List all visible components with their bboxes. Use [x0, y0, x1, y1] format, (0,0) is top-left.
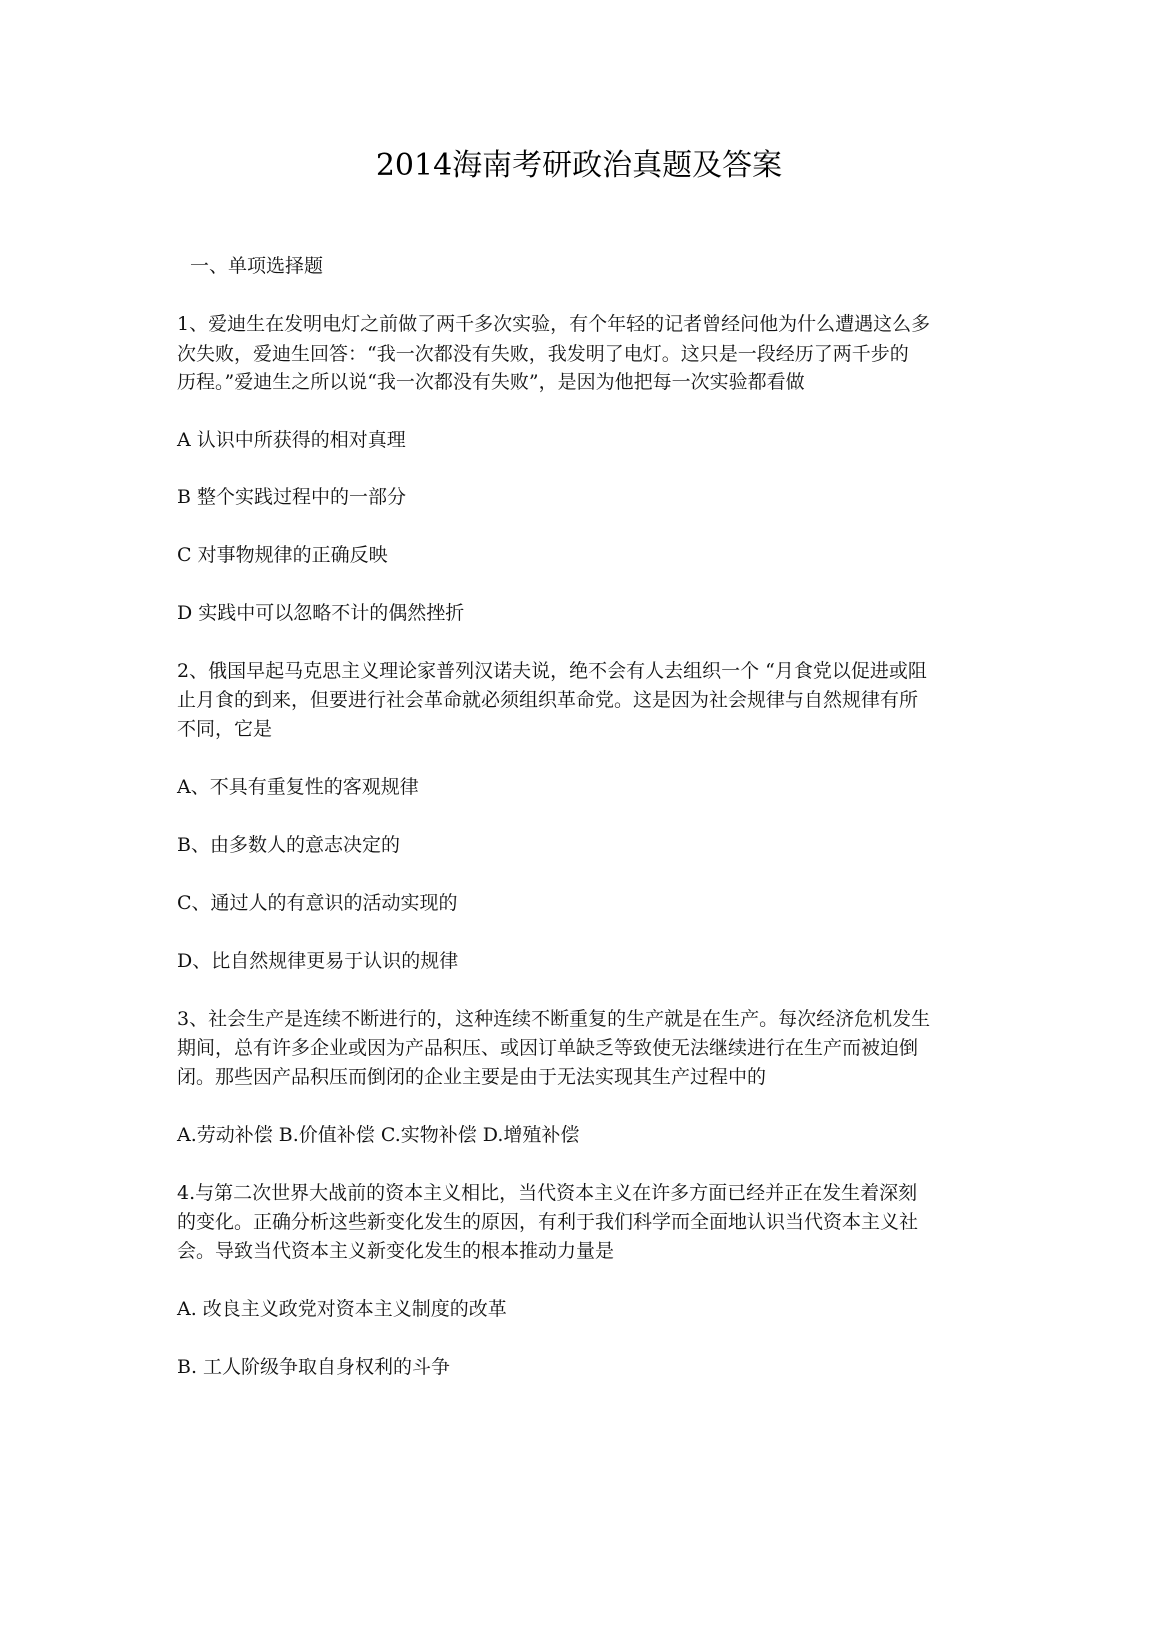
question-3-line-2: 期间，总有许多企业或因为产品积压、或因订单缺乏等致使无法继续进行在生产而被迫倒: [177, 1037, 919, 1059]
question-1-line-2: 次失败，爱迪生回答：“我一次都没有失败，我发明了电灯。这只是一段经历了两千步的: [177, 343, 909, 365]
question-2-option-a: A、不具有重复性的客观规律: [177, 776, 419, 798]
question-4-line-3: 会。导致当代资本主义新变化发生的根本推动力量是: [177, 1240, 615, 1262]
question-1-line-1: 1、爱迪生在发明电灯之前做了两千多次实验，有个年轻的记者曾经问他为什么遭遇这么多: [177, 313, 931, 335]
section-heading: 一、单项选择题: [190, 255, 324, 277]
question-2-option-b: B、由多数人的意志决定的: [177, 834, 400, 856]
question-4-line-2: 的变化。正确分析这些新变化发生的原因，有利于我们科学而全面地认识当代资本主义社: [177, 1211, 919, 1233]
question-4-line-1: 4.与第二次世界大战前的资本主义相比，当代资本主义在许多方面已经并正在发生着深刻: [177, 1182, 918, 1204]
question-2-line-1: 2、俄国早起马克思主义理论家普列汉诺夫说，绝不会有人去组织一个 “月食党以促进或阻: [177, 660, 927, 682]
question-3-line-1: 3、社会生产是连续不断进行的，这种连续不断重复的生产就是在生产。每次经济危机发生: [177, 1008, 931, 1030]
question-1-option-c: C 对事物规律的正确反映: [177, 544, 388, 566]
question-2-line-2: 止月食的到来，但要进行社会革命就必须组织革命党。这是因为社会规律与自然规律有所: [177, 689, 919, 711]
question-2-option-d: D、比自然规律更易于认识的规律: [177, 950, 459, 972]
question-1-option-a: A 认识中所获得的相对真理: [177, 429, 406, 451]
question-4-option-a: A. 改良主义政党对资本主义制度的改革: [177, 1298, 507, 1320]
question-2-line-3: 不同，它是: [177, 718, 273, 740]
question-1-line-3: 历程。”爱迪生之所以说“我一次都没有失败”，是因为他把每一次实验都看做: [177, 371, 805, 393]
question-3-options: A.劳动补偿 B.价值补偿 C.实物补偿 D.增殖补偿: [177, 1124, 580, 1146]
question-1-option-d: D 实践中可以忽略不计的偶然挫折: [177, 602, 465, 624]
question-3-line-3: 闭。那些因产品积压而倒闭的企业主要是由于无法实现其生产过程中的: [177, 1066, 767, 1088]
page-title: 2014海南考研政治真题及答案: [375, 148, 783, 183]
question-2-option-c: C、通过人的有意识的活动实现的: [177, 892, 458, 914]
question-4-option-b: B. 工人阶级争取自身权利的斗争: [177, 1356, 451, 1378]
question-1-option-b: B 整个实践过程中的一部分: [177, 486, 407, 508]
